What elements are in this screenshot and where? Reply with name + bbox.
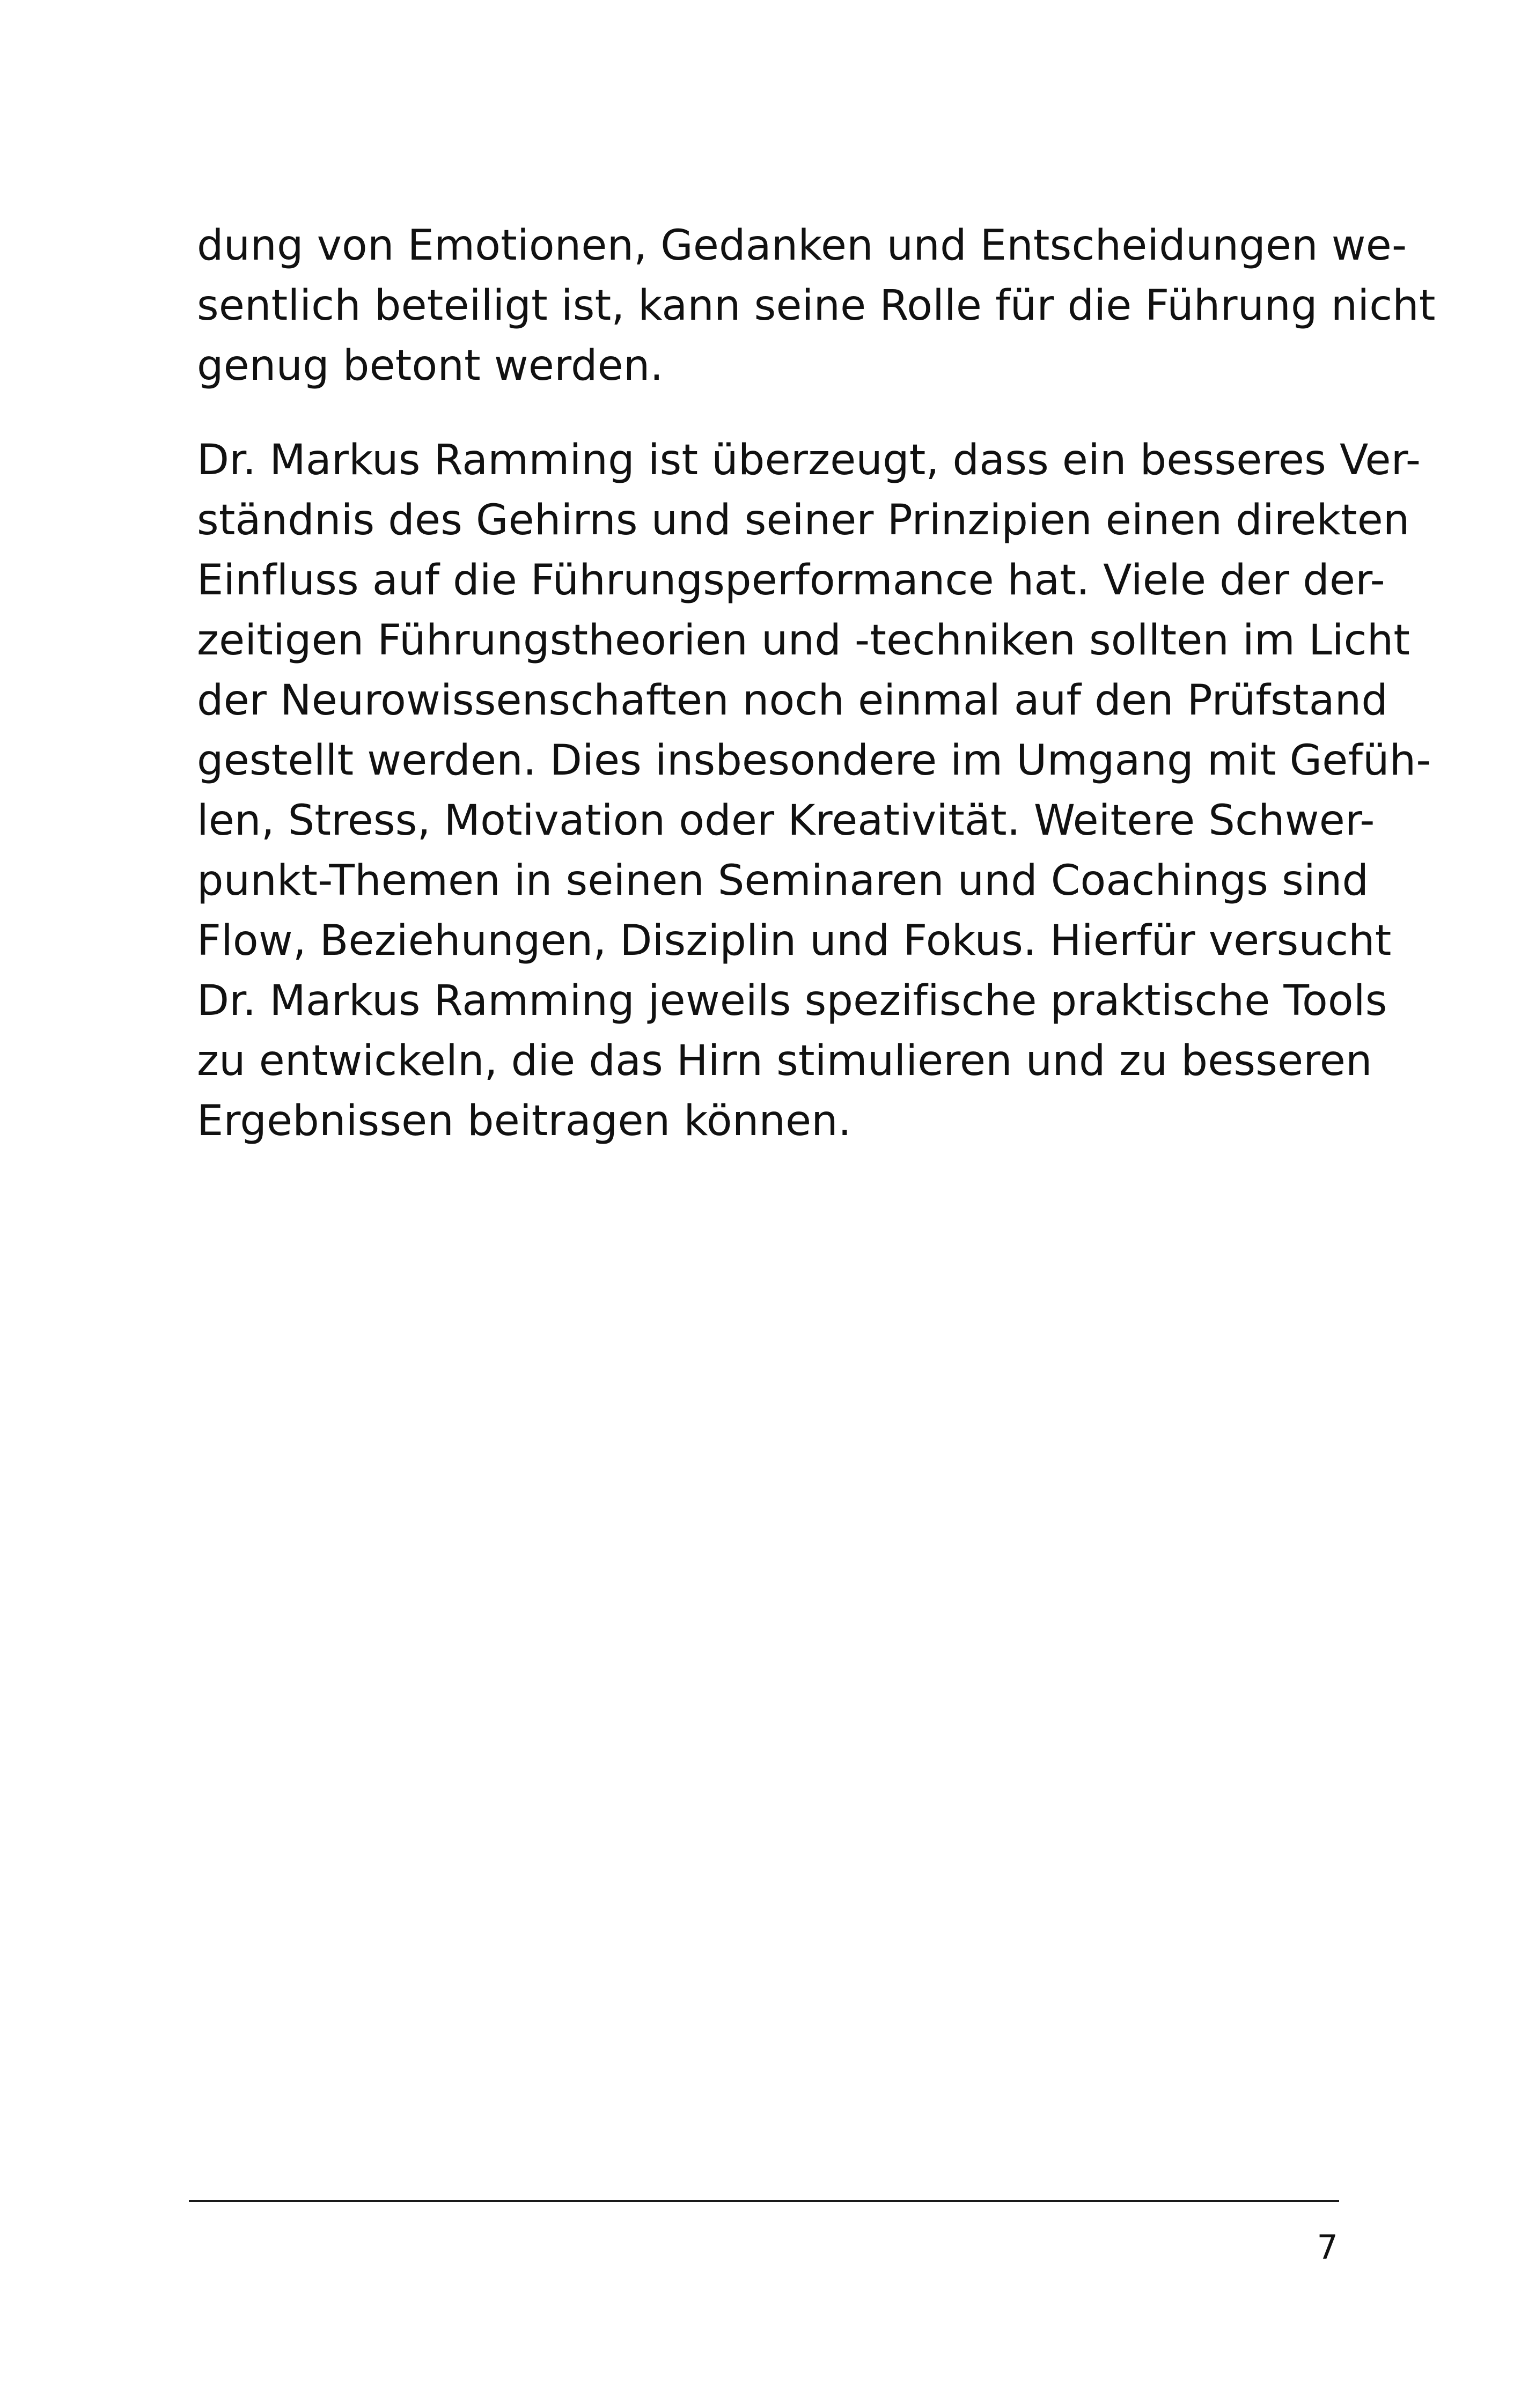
paragraph-2-line-2: ständnis des Gehirns und seiner Prinzipien einen direkten (197, 496, 1410, 544)
paragraph-2-line-1: Dr. Markus Ramming ist überzeugt, dass ein besseres Ver- (197, 436, 1421, 484)
paragraph-2-line-6: gestellt werden. Dies insbesondere im Umgang mit Gefüh- (197, 737, 1431, 785)
paragraph-2-line-7: len, Stress, Motivation oder Kreativität. Weitere Schwer- (197, 797, 1375, 845)
paragraph-2-line-5: der Neurowissenschaften noch einmal auf den Prüfstand (197, 676, 1388, 725)
paragraph-2 (197, 430, 1431, 1151)
paragraph-2-line-8: punkt-Themen in seinen Seminaren und Coachings sind (197, 857, 1369, 905)
paragraph-1-line-3: genug betont werden. (197, 342, 664, 390)
footer-rule (189, 2200, 1339, 2202)
paragraph-2-line-4: zeitigen Führungstheorien und -techniken sollten im Licht (197, 616, 1410, 665)
paragraph-1-line-2: sentlich beteiligt ist, kann seine Rolle für die Führung nicht (197, 282, 1436, 330)
paragraph-2-line-3: Einfluss auf die Führungsperformance hat. Viele der der- (197, 556, 1385, 605)
paragraph-1 (197, 216, 1436, 396)
paragraph-2-line-10: Dr. Markus Ramming jeweils spezifische praktische Tools (197, 977, 1387, 1025)
paragraph-2-line-9: Flow, Beziehungen, Disziplin und Fokus. Hierfür versucht (197, 917, 1392, 965)
paragraph-2-line-12: Ergebnissen beitragen können. (197, 1097, 851, 1145)
page-number: 7 (1317, 2228, 1338, 2267)
paragraph-1-line-1: dung von Emotionen, Gedanken und Entscheidungen we- (197, 222, 1407, 270)
paragraph-2-line-11: zu entwickeln, die das Hirn stimulieren und zu besseren (197, 1037, 1372, 1085)
